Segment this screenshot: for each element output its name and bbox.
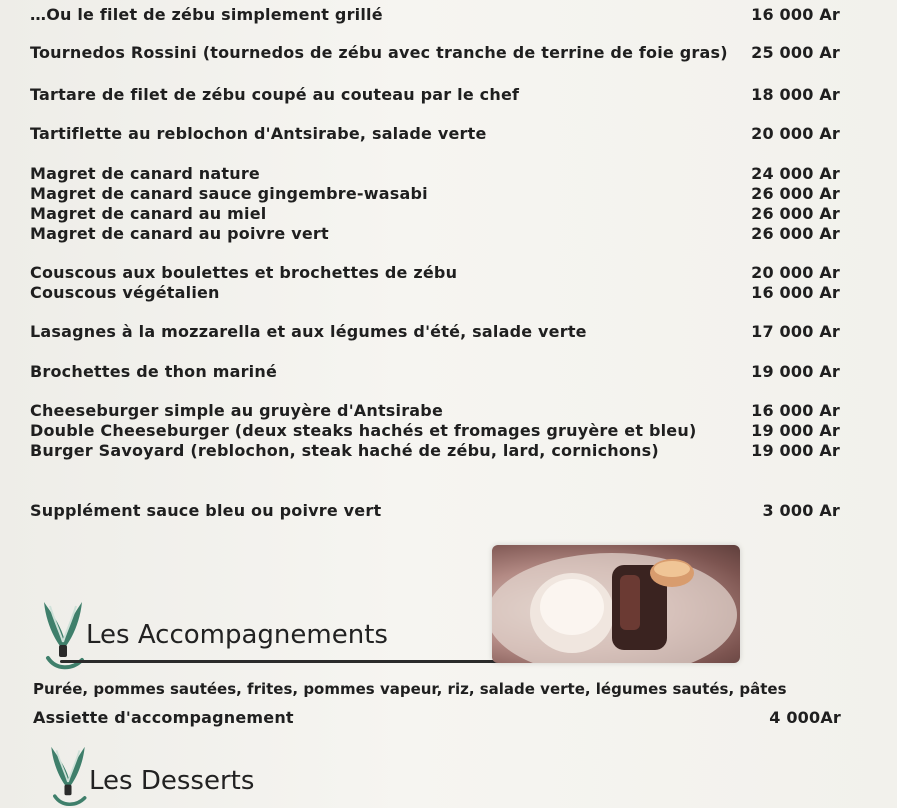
accompagnements-options: Purée, pommes sautées, frites, pommes vapeur, riz, salade verte, légumes sautés, pâtes: [33, 680, 787, 698]
menu-item-price: 16 000 Ar: [751, 282, 840, 302]
menu-item: [30, 282, 840, 302]
menu-item: [30, 84, 840, 104]
menu-item-price: 24 000 Ar: [751, 163, 840, 183]
menu-item-price: 19 000 Ar: [751, 420, 840, 440]
dish-illustration: [492, 545, 740, 663]
menu-item: [30, 163, 840, 183]
menu-item-name: Brochettes de thon mariné: [30, 361, 277, 381]
menu-item-name: …Ou le filet de zébu simplement grillé: [30, 4, 383, 24]
menu-item-name: Lasagnes à la mozzarella et aux légumes d'été, salade verte: [30, 321, 587, 341]
menu-item-name: Burger Savoyard (reblochon, steak haché de zébu, lard, cornichons): [30, 440, 659, 460]
menu-item-price: 3 000 Ar: [762, 500, 840, 520]
menu-item: [30, 123, 840, 143]
menu-item-name: Tartare de filet de zébu coupé au couteau par le chef: [30, 84, 520, 104]
menu-item-name: Couscous végétalien: [30, 282, 220, 302]
menu-item-price: 26 000 Ar: [751, 223, 840, 243]
plate-price: 4 000Ar: [769, 707, 841, 727]
menu-item-name: Tartiflette au reblochon d'Antsirabe, salade verte: [30, 123, 487, 143]
menu-item-name: Double Cheeseburger (deux steaks hachés et fromages gruyère et bleu): [30, 420, 697, 440]
menu-item-price: 19 000 Ar: [751, 361, 840, 381]
menu-item: [30, 42, 840, 62]
dish-photo: [492, 545, 740, 663]
menu-item-name: Cheeseburger simple au gruyère d'Antsirabe: [30, 400, 444, 420]
menu-item-price: 26 000 Ar: [751, 203, 840, 223]
plate-label: Assiette d'accompagnement: [33, 707, 294, 727]
accompagnement-plate-row: [33, 707, 841, 727]
menu-item: [30, 223, 840, 243]
menu-item: [30, 400, 840, 420]
menu-item-price: 20 000 Ar: [751, 123, 840, 143]
menu-item-name: Magret de canard nature: [30, 163, 260, 183]
menu-item: [30, 203, 840, 223]
menu-item: [30, 500, 840, 520]
menu-item-price: 16 000 Ar: [751, 4, 840, 24]
menu-item-price: 19 000 Ar: [751, 440, 840, 460]
menu-item: [30, 361, 840, 381]
menu-item-name: Tournedos Rossini (tournedos de zébu avec tranche de terrine de foie gras): [30, 42, 728, 62]
menu-item: [30, 183, 840, 203]
menu-item-price: 17 000 Ar: [751, 321, 840, 341]
section-underline: [60, 660, 500, 663]
menu-item-name: Supplément sauce bleu ou poivre vert: [30, 500, 382, 520]
section-title-desserts: Les Desserts: [89, 766, 255, 796]
menu-item-price: 18 000 Ar: [751, 84, 840, 104]
menu-item: [30, 321, 840, 341]
section-title-accompagnements: Les Accompagnements: [86, 620, 388, 650]
menu-item-name: Magret de canard au poivre vert: [30, 223, 329, 243]
menu-item-name: Couscous aux boulettes et brochettes de zébu: [30, 262, 458, 282]
menu-item: [30, 4, 840, 24]
menu-item: [30, 440, 840, 460]
menu-item: [30, 262, 840, 282]
menu-item: [30, 420, 840, 440]
menu-item-price: 25 000 Ar: [751, 42, 840, 62]
menu-item-price: 20 000 Ar: [751, 262, 840, 282]
menu-item-price: 26 000 Ar: [751, 183, 840, 203]
menu-item-name: Magret de canard au miel: [30, 203, 267, 223]
whisk-icon: [46, 742, 90, 808]
menu-item-name: Magret de canard sauce gingembre-wasabi: [30, 183, 428, 203]
menu-item-price: 16 000 Ar: [751, 400, 840, 420]
